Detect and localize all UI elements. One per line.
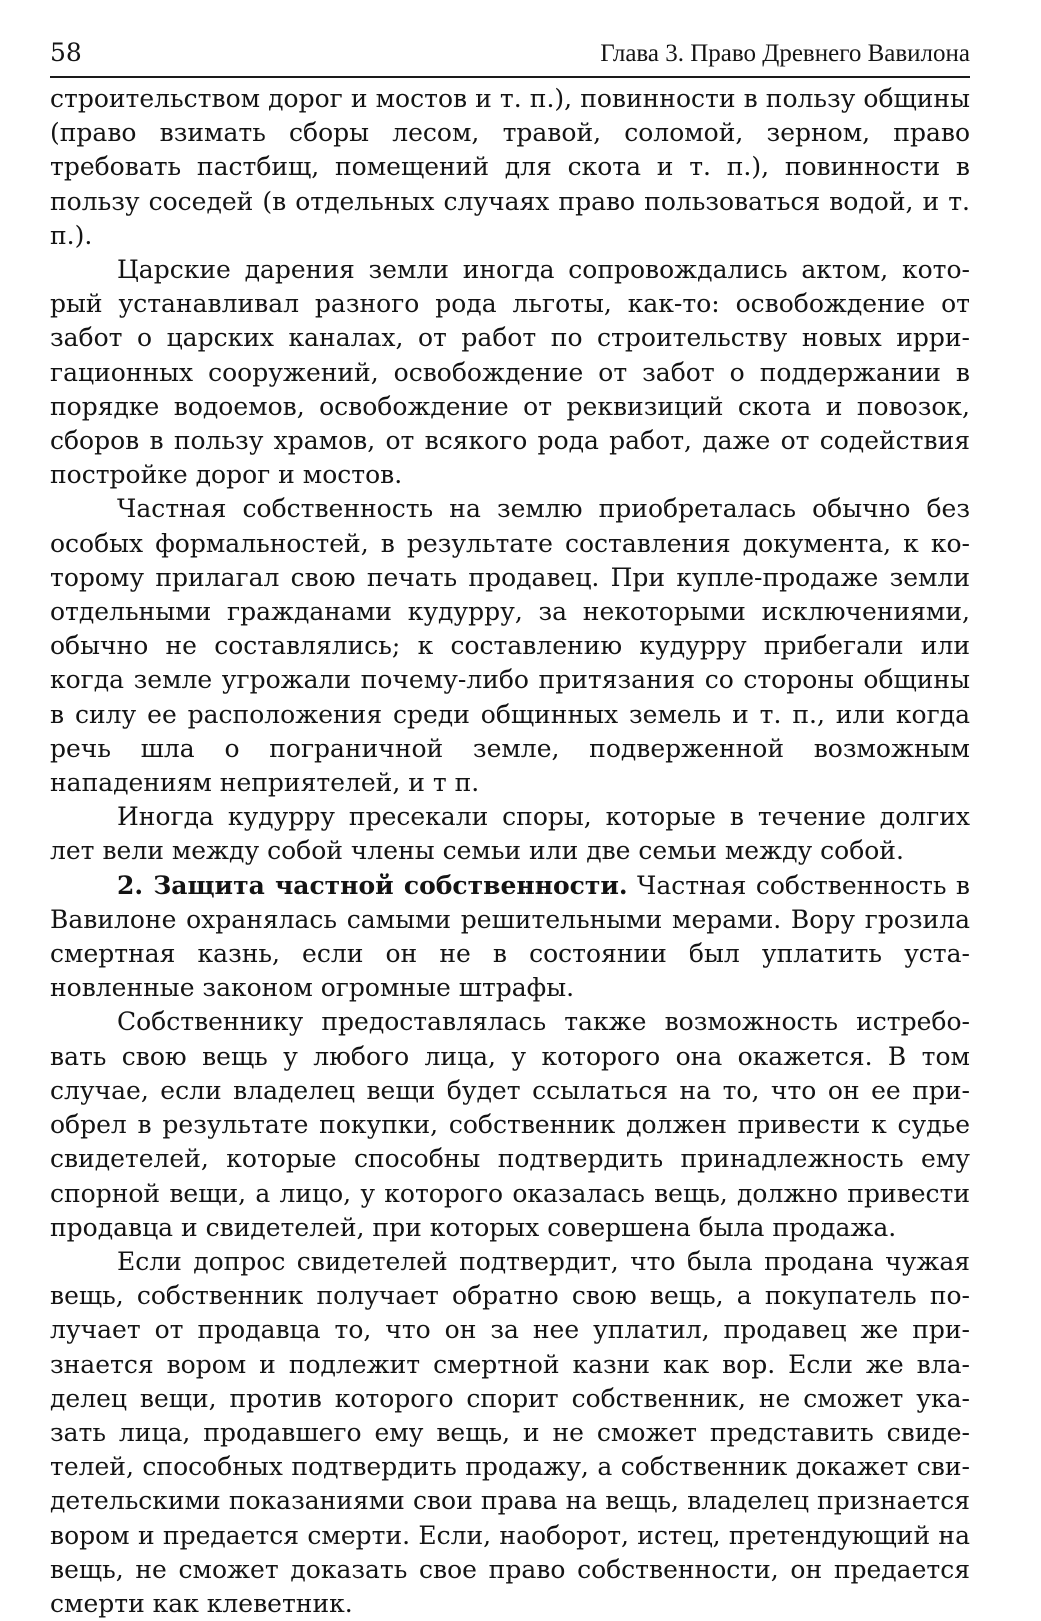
paragraph: Собственнику предоставлялась также возможность истребовать свою вещь у любого лица, у которого она окажется. В том случае, если владелец вещи будет ссылаться на то, что он ее приобрел в результате покупки, собственник должен привести к судье свидетелей, которые способны подтвердить принадлежность ему спорной вещи, а лицо, у которого оказалась вещь, должно привести продавца и свидетелей, при которых совершена была продажа.	[50, 1007, 970, 1242]
book-page	[50, 36, 970, 1621]
body-text	[50, 82, 970, 1621]
paragraph: строительством дорог и мостов и т. п.), повинности в пользу общины (право взимать сборы лесом, травой, соломой, зерном, право требовать пастбищ, помещений для скота и т. п.), повинности в пользу соседей (в отдельных случаях право пользоваться водой, и т. п.).	[50, 84, 970, 250]
paragraph: Частная собственность на землю приобреталась обычно без особых формальностей, в результате составления документа, к которому прилагал свою печать продавец. При купле-продаже земли отдельными гражданами кудурру, за некоторыми исключениями, обычно не составлялись; к составлению кудурру прибегали или когда земле угрожали почему-либо притязания со стороны общины в силу ее расположения среди общинных земель и т. п., или когда речь шла о пограничной земле, подверженной возможным нападениям неприятелей, и т п.	[50, 494, 970, 798]
running-header	[50, 36, 970, 78]
chapter-title: Глава 3. Право Древнего Вавилона	[600, 40, 970, 67]
paragraph: Царские дарения земли иногда сопровождались актом, который устанавливал разного рода льготы, как-то: освобождение от забот о царских каналах, от работ по строительству новых ирригационных сооружений, освобождение от забот о поддержании в порядке водоемов, освобождение от реквизиций скота и повозок, сборов в пользу храмов, от всякого рода работ, даже от содействия постройке дорог и мостов.	[50, 255, 970, 490]
section-heading: 2. Защита частной собственности.	[117, 870, 628, 900]
paragraph	[50, 869, 970, 1006]
paragraph: Иногда кудурру пресекали споры, которые в течение долгих лет вели между собой члены семьи или две семьи между собой.	[50, 802, 970, 866]
paragraph: Если допрос свидетелей подтвердит, что была продана чужая вещь, собственник получает обратно свою вещь, а покупатель получает от продавца то, что он за нее уплатил, продавец же признается вором и подлежит смертной казни как вор. Если же владелец вещи, против которого спорит собственник, не сможет указать лица, продавшего ему вещь, и не сможет представить свидетелей, способных подтвердить продажу, а собственник докажет свидетельскими показаниями свои права на вещь, владелец признается вором и предается смерти. Если, наоборот, истец, претендующий на вещь, не сможет доказать свое право собственности, он предается смерти как клеветник.	[50, 1246, 970, 1618]
paragraph-text: Частная собственность в Вавилоне охранялась самыми решительными мерами. Вору грозила смертная казнь, если он не в состоянии был уплатить установленные законом огромные штрафы.	[50, 870, 970, 1003]
page-number: 58	[50, 38, 82, 67]
